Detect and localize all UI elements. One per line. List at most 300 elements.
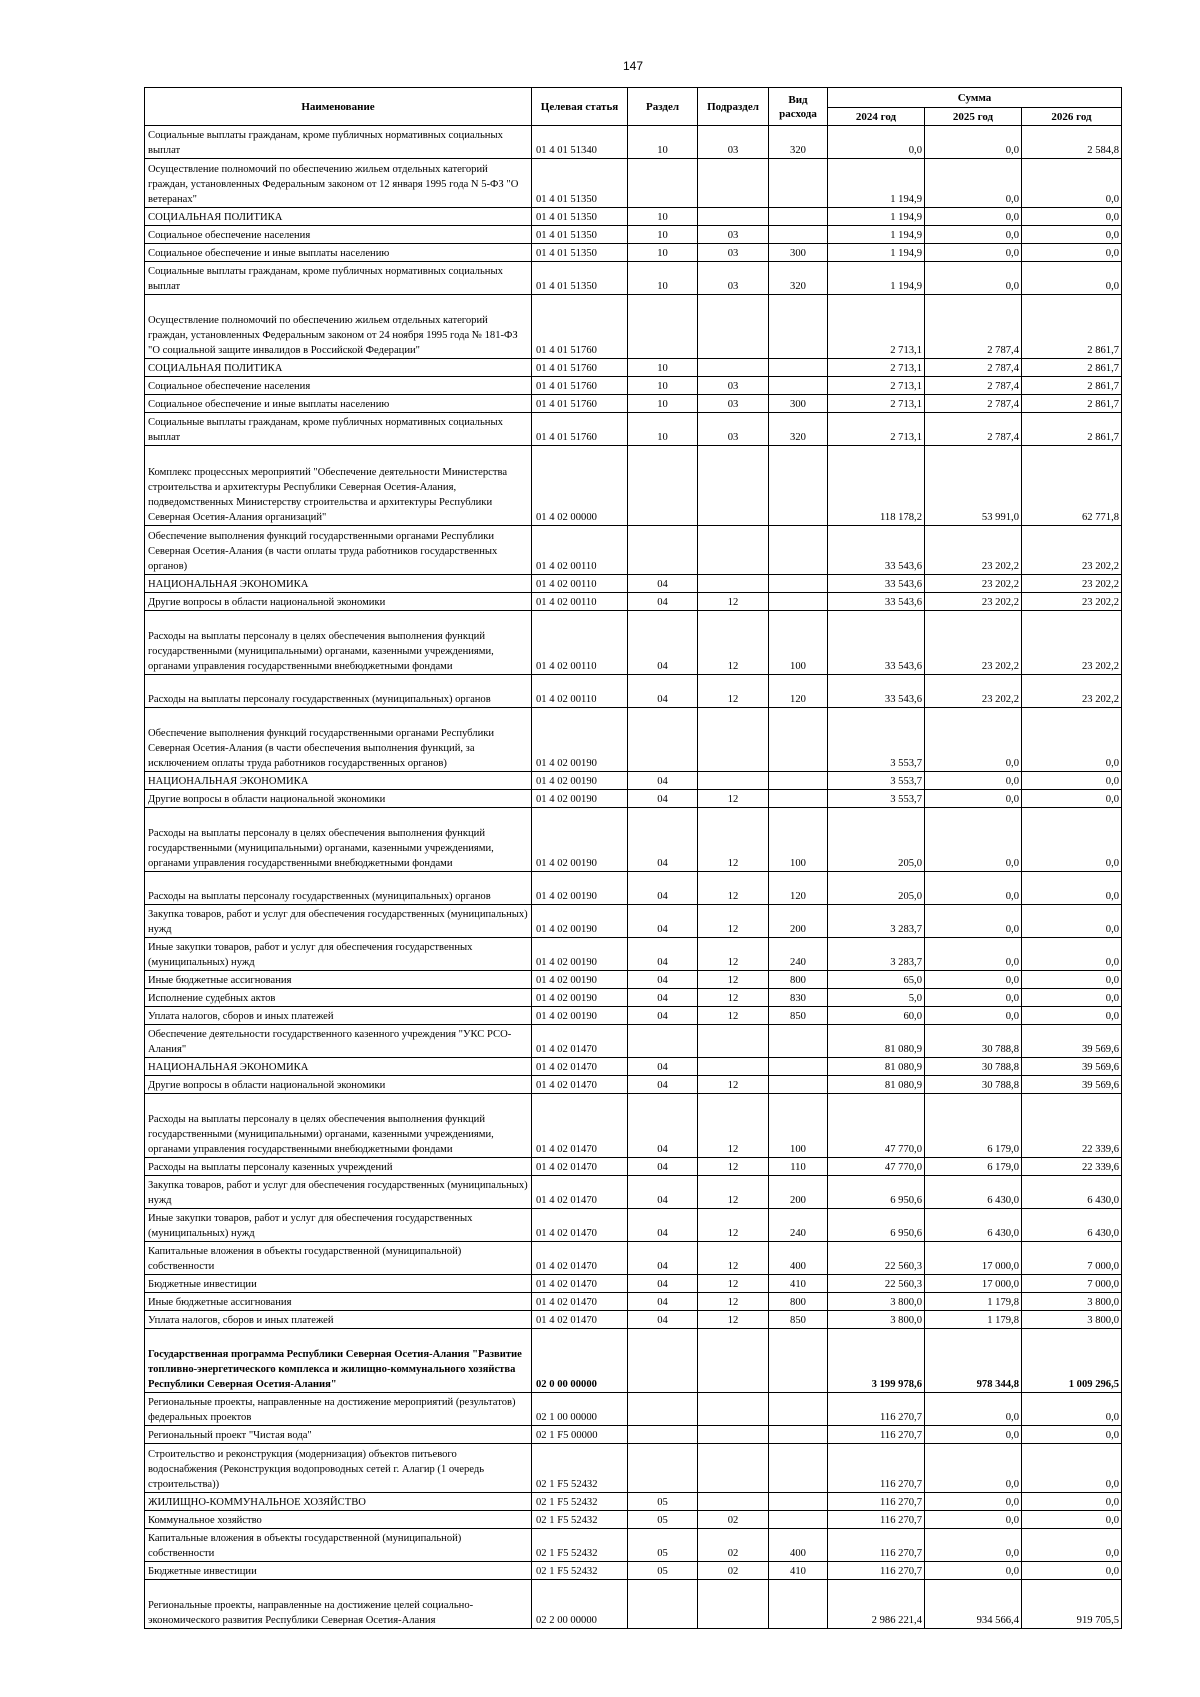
row-subsection: 03: [698, 244, 769, 262]
row-expense-type: [769, 1493, 828, 1511]
row-target-code: 01 4 02 01470: [532, 1058, 628, 1076]
row-sum-2024: 60,0: [828, 1007, 925, 1025]
row-target-code: 01 4 01 51760: [532, 295, 628, 359]
row-sum-2025: 6 179,0: [925, 1094, 1022, 1158]
row-subsection: 12: [698, 1176, 769, 1209]
row-section: 04: [628, 1311, 698, 1329]
row-name: Коммунальное хозяйство: [145, 1511, 532, 1529]
row-target-code: 01 4 02 00190: [532, 905, 628, 938]
table-row: [145, 971, 1122, 989]
row-name: Обеспечение деятельности государственного казенного учреждения "УКС РСО-Алания": [145, 1025, 532, 1058]
row-sum-2025: 53 991,0: [925, 446, 1022, 526]
row-sum-2025: 17 000,0: [925, 1242, 1022, 1275]
row-section: 05: [628, 1511, 698, 1529]
header-section: Раздел: [628, 88, 698, 126]
row-sum-2024: 205,0: [828, 808, 925, 872]
row-sum-2024: 2 713,1: [828, 413, 925, 446]
row-expense-type: 200: [769, 905, 828, 938]
row-target-code: 01 4 01 51340: [532, 126, 628, 159]
table-row: [145, 1393, 1122, 1426]
row-subsection: 02: [698, 1529, 769, 1562]
row-expense-type: 100: [769, 808, 828, 872]
row-expense-type: 240: [769, 938, 828, 971]
table-row: [145, 593, 1122, 611]
row-subsection: 12: [698, 1275, 769, 1293]
row-sum-2026: 39 569,6: [1022, 1058, 1122, 1076]
row-section: 04: [628, 905, 698, 938]
table-row: [145, 989, 1122, 1007]
table-row: [145, 772, 1122, 790]
row-section: 04: [628, 1242, 698, 1275]
header-subsection: Подраздел: [698, 88, 769, 126]
row-sum-2026: 2 861,7: [1022, 295, 1122, 359]
row-target-code: 01 4 02 00190: [532, 790, 628, 808]
row-target-code: 01 4 02 00190: [532, 989, 628, 1007]
row-sum-2025: 30 788,8: [925, 1076, 1022, 1094]
row-target-code: 01 4 02 01470: [532, 1025, 628, 1058]
table-row: [145, 377, 1122, 395]
row-name: Региональные проекты, направленные на достижение мероприятий (результатов) федеральных проектов: [145, 1393, 532, 1426]
row-subsection: [698, 708, 769, 772]
row-subsection: 12: [698, 1094, 769, 1158]
row-section: 04: [628, 938, 698, 971]
row-target-code: 01 4 02 00000: [532, 446, 628, 526]
row-sum-2026: 2 584,8: [1022, 126, 1122, 159]
row-subsection: 12: [698, 905, 769, 938]
row-target-code: 01 4 01 51350: [532, 226, 628, 244]
row-expense-type: [769, 208, 828, 226]
table-row: [145, 1426, 1122, 1444]
row-target-code: 02 1 00 00000: [532, 1393, 628, 1426]
row-sum-2024: 2 713,1: [828, 377, 925, 395]
row-section: 10: [628, 262, 698, 295]
row-expense-type: 320: [769, 413, 828, 446]
row-sum-2025: 30 788,8: [925, 1025, 1022, 1058]
row-expense-type: [769, 295, 828, 359]
row-name: Комплекс процессных мероприятий "Обеспечение деятельности Министерства строительства и архитектуры Республики Северная Осетия-Алания, подведомственных Министерству строительства и архитектуры Республики Северная Осетия-Алания организаций": [145, 446, 532, 526]
row-sum-2024: 2 713,1: [828, 295, 925, 359]
row-name: Бюджетные инвестиции: [145, 1275, 532, 1293]
row-name: Закупка товаров, работ и услуг для обеспечения государственных (муниципальных) нужд: [145, 905, 532, 938]
row-expense-type: 320: [769, 126, 828, 159]
row-section: 04: [628, 575, 698, 593]
table-row: [145, 1076, 1122, 1094]
row-section: 04: [628, 772, 698, 790]
row-sum-2025: 2 787,4: [925, 413, 1022, 446]
row-sum-2024: 1 194,9: [828, 226, 925, 244]
row-expense-type: [769, 1025, 828, 1058]
row-sum-2026: 0,0: [1022, 1562, 1122, 1580]
header-2024: 2024 год: [828, 108, 925, 126]
row-target-code: 01 4 02 01470: [532, 1158, 628, 1176]
row-sum-2024: 1 194,9: [828, 159, 925, 208]
row-name: Государственная программа Республики Северная Осетия-Алания "Развитие топливно-энергетического комплекса и жилищно-коммунального хозяйства Республики Северная Осетия-Алания": [145, 1329, 532, 1393]
row-sum-2024: 33 543,6: [828, 611, 925, 675]
row-section: 10: [628, 208, 698, 226]
row-sum-2024: 3 283,7: [828, 905, 925, 938]
row-section: [628, 446, 698, 526]
row-sum-2026: 0,0: [1022, 1426, 1122, 1444]
row-subsection: [698, 359, 769, 377]
row-sum-2025: 1 179,8: [925, 1293, 1022, 1311]
row-target-code: 01 4 02 00190: [532, 708, 628, 772]
row-target-code: 02 1 F5 52432: [532, 1444, 628, 1493]
row-target-code: 01 4 02 00110: [532, 611, 628, 675]
row-target-code: 01 4 02 01470: [532, 1311, 628, 1329]
row-section: [628, 1025, 698, 1058]
table-row: [145, 611, 1122, 675]
row-subsection: [698, 1393, 769, 1426]
row-sum-2026: 22 339,6: [1022, 1158, 1122, 1176]
row-section: 04: [628, 790, 698, 808]
row-name: Региональный проект "Чистая вода": [145, 1426, 532, 1444]
row-expense-type: [769, 593, 828, 611]
row-sum-2025: 0,0: [925, 208, 1022, 226]
row-sum-2024: 2 713,1: [828, 395, 925, 413]
row-section: 05: [628, 1562, 698, 1580]
row-subsection: [698, 526, 769, 575]
row-section: 05: [628, 1529, 698, 1562]
row-subsection: [698, 1580, 769, 1629]
row-subsection: 12: [698, 1076, 769, 1094]
row-target-code: 02 0 00 00000: [532, 1329, 628, 1393]
row-section: [628, 708, 698, 772]
row-subsection: 12: [698, 1209, 769, 1242]
table-row: [145, 1529, 1122, 1562]
row-section: 04: [628, 593, 698, 611]
table-row: [145, 1007, 1122, 1025]
row-target-code: 01 4 02 01470: [532, 1094, 628, 1158]
row-section: 04: [628, 1094, 698, 1158]
header-name: Наименование: [145, 88, 532, 126]
row-target-code: 01 4 02 01470: [532, 1242, 628, 1275]
row-name: Осуществление полномочий по обеспечению жильем отдельных категорий граждан, установленных Федеральным законом от 24 ноября 1995 года № 181-ФЗ "О социальной защите инвалидов в Российской Федерации": [145, 295, 532, 359]
table-row: [145, 1176, 1122, 1209]
row-subsection: 12: [698, 790, 769, 808]
row-sum-2024: 3 199 978,6: [828, 1329, 925, 1393]
row-sum-2025: 0,0: [925, 989, 1022, 1007]
row-expense-type: 100: [769, 1094, 828, 1158]
row-sum-2025: 6 179,0: [925, 1158, 1022, 1176]
row-sum-2024: 5,0: [828, 989, 925, 1007]
row-subsection: 12: [698, 989, 769, 1007]
row-target-code: 01 4 02 00110: [532, 526, 628, 575]
header-2025: 2025 год: [925, 108, 1022, 126]
row-section: 04: [628, 1007, 698, 1025]
row-sum-2026: 0,0: [1022, 1493, 1122, 1511]
row-sum-2025: 6 430,0: [925, 1209, 1022, 1242]
row-sum-2025: 0,0: [925, 244, 1022, 262]
row-name: Расходы на выплаты персоналу в целях обеспечения выполнения функций государственными (муниципальными) органами, казенными учреждениями, органами управления государственными внебюджетными фондами: [145, 1094, 532, 1158]
row-expense-type: [769, 1426, 828, 1444]
budget-table: [144, 87, 1122, 1629]
row-subsection: 12: [698, 938, 769, 971]
row-expense-type: 850: [769, 1311, 828, 1329]
row-expense-type: [769, 1329, 828, 1393]
row-sum-2024: 1 194,9: [828, 244, 925, 262]
row-sum-2025: 0,0: [925, 1444, 1022, 1493]
table-row: [145, 226, 1122, 244]
row-sum-2025: 0,0: [925, 226, 1022, 244]
row-sum-2025: 0,0: [925, 790, 1022, 808]
row-sum-2024: 81 080,9: [828, 1058, 925, 1076]
row-name: Уплата налогов, сборов и иных платежей: [145, 1311, 532, 1329]
row-name: Социальные выплаты гражданам, кроме публичных нормативных социальных выплат: [145, 126, 532, 159]
table-row: [145, 1293, 1122, 1311]
row-target-code: 01 4 02 01470: [532, 1209, 628, 1242]
row-sum-2025: 0,0: [925, 938, 1022, 971]
row-sum-2025: 23 202,2: [925, 575, 1022, 593]
row-sum-2026: 23 202,2: [1022, 575, 1122, 593]
row-subsection: [698, 1426, 769, 1444]
row-sum-2026: 62 771,8: [1022, 446, 1122, 526]
row-section: 10: [628, 244, 698, 262]
table-row: [145, 1058, 1122, 1076]
row-section: 04: [628, 1293, 698, 1311]
table-row: [145, 1562, 1122, 1580]
row-section: [628, 1580, 698, 1629]
row-sum-2026: 6 430,0: [1022, 1209, 1122, 1242]
row-target-code: 01 4 02 00110: [532, 675, 628, 708]
row-section: 04: [628, 1176, 698, 1209]
row-section: 04: [628, 1158, 698, 1176]
row-sum-2025: 0,0: [925, 772, 1022, 790]
row-section: [628, 1444, 698, 1493]
table-row: [145, 1511, 1122, 1529]
row-expense-type: 320: [769, 262, 828, 295]
row-target-code: 01 4 02 01470: [532, 1076, 628, 1094]
row-expense-type: 800: [769, 1293, 828, 1311]
row-name: Расходы на выплаты персоналу в целях обеспечения выполнения функций государственными (муниципальными) органами, казенными учреждениями, органами управления государственными внебюджетными фондами: [145, 808, 532, 872]
row-name: Обеспечение выполнения функций государственными органами Республики Северная Осетия-Алания (в части оплаты труда работников государственных органов): [145, 526, 532, 575]
row-sum-2025: 934 566,4: [925, 1580, 1022, 1629]
table-row: [145, 126, 1122, 159]
header-sum: Сумма: [828, 88, 1122, 108]
row-section: 04: [628, 1076, 698, 1094]
row-target-code: 01 4 01 51350: [532, 159, 628, 208]
row-sum-2026: 0,0: [1022, 1393, 1122, 1426]
row-expense-type: [769, 772, 828, 790]
row-subsection: 03: [698, 413, 769, 446]
row-expense-type: [769, 446, 828, 526]
row-sum-2024: 6 950,6: [828, 1209, 925, 1242]
row-name: Бюджетные инвестиции: [145, 1562, 532, 1580]
row-sum-2025: 23 202,2: [925, 526, 1022, 575]
row-expense-type: 300: [769, 244, 828, 262]
row-sum-2024: 116 270,7: [828, 1444, 925, 1493]
row-subsection: [698, 1444, 769, 1493]
row-subsection: 12: [698, 1007, 769, 1025]
row-sum-2025: 0,0: [925, 872, 1022, 905]
row-sum-2024: 65,0: [828, 971, 925, 989]
table-row: [145, 413, 1122, 446]
row-subsection: [698, 1329, 769, 1393]
row-section: 04: [628, 1058, 698, 1076]
row-expense-type: [769, 377, 828, 395]
row-sum-2025: 0,0: [925, 1493, 1022, 1511]
row-sum-2026: 0,0: [1022, 905, 1122, 938]
row-expense-type: 410: [769, 1562, 828, 1580]
row-sum-2026: 2 861,7: [1022, 413, 1122, 446]
row-section: 04: [628, 675, 698, 708]
row-sum-2025: 0,0: [925, 708, 1022, 772]
row-name: Региональные проекты, направленные на достижение целей социально-экономического развития Республики Северная Осетия-Алания: [145, 1580, 532, 1629]
row-subsection: [698, 295, 769, 359]
row-section: 10: [628, 395, 698, 413]
table-row: [145, 1580, 1122, 1629]
row-name: Расходы на выплаты персоналу в целях обеспечения выполнения функций государственными (муниципальными) органами, казенными учреждениями, органами управления государственными внебюджетными фондами: [145, 611, 532, 675]
row-expense-type: [769, 226, 828, 244]
row-sum-2026: 0,0: [1022, 971, 1122, 989]
table-row: [145, 1025, 1122, 1058]
row-name: Осуществление полномочий по обеспечению жильем отдельных категорий граждан, установленных Федеральным законом от 12 января 1995 года N 5-ФЗ "О ветеранах": [145, 159, 532, 208]
row-subsection: 02: [698, 1511, 769, 1529]
row-sum-2025: 0,0: [925, 1511, 1022, 1529]
row-expense-type: 100: [769, 611, 828, 675]
row-name: Капитальные вложения в объекты государственной (муниципальной) собственности: [145, 1242, 532, 1275]
table-row: [145, 526, 1122, 575]
row-expense-type: 110: [769, 1158, 828, 1176]
row-section: [628, 1393, 698, 1426]
row-sum-2024: 1 194,9: [828, 208, 925, 226]
row-subsection: 03: [698, 395, 769, 413]
row-sum-2026: 6 430,0: [1022, 1176, 1122, 1209]
row-expense-type: 410: [769, 1275, 828, 1293]
row-sum-2026: 23 202,2: [1022, 526, 1122, 575]
row-sum-2025: 23 202,2: [925, 593, 1022, 611]
row-expense-type: 300: [769, 395, 828, 413]
table-row: [145, 708, 1122, 772]
row-sum-2024: 47 770,0: [828, 1158, 925, 1176]
row-sum-2024: 1 194,9: [828, 262, 925, 295]
table-row: [145, 395, 1122, 413]
row-sum-2024: 2 713,1: [828, 359, 925, 377]
row-sum-2026: 0,0: [1022, 938, 1122, 971]
row-sum-2024: 33 543,6: [828, 575, 925, 593]
row-sum-2026: 0,0: [1022, 159, 1122, 208]
row-target-code: 01 4 02 00190: [532, 808, 628, 872]
row-target-code: 01 4 02 00110: [532, 575, 628, 593]
row-sum-2026: 0,0: [1022, 1511, 1122, 1529]
header-target: Целевая статья: [532, 88, 628, 126]
row-sum-2026: 2 861,7: [1022, 359, 1122, 377]
row-sum-2026: 0,0: [1022, 226, 1122, 244]
row-expense-type: 120: [769, 872, 828, 905]
row-subsection: 03: [698, 126, 769, 159]
row-sum-2024: 3 553,7: [828, 772, 925, 790]
row-sum-2024: 3 553,7: [828, 708, 925, 772]
row-section: [628, 1329, 698, 1393]
row-sum-2026: 0,0: [1022, 790, 1122, 808]
row-sum-2024: 116 270,7: [828, 1529, 925, 1562]
row-sum-2025: 2 787,4: [925, 395, 1022, 413]
row-target-code: 01 4 02 00190: [532, 1007, 628, 1025]
row-sum-2026: 1 009 296,5: [1022, 1329, 1122, 1393]
row-name: Социальное обеспечение населения: [145, 377, 532, 395]
page-number: 147: [622, 59, 644, 73]
row-section: 10: [628, 126, 698, 159]
table-row: [145, 1094, 1122, 1158]
table-row: [145, 675, 1122, 708]
row-name: Другие вопросы в области национальной экономики: [145, 790, 532, 808]
row-sum-2024: 33 543,6: [828, 593, 925, 611]
row-sum-2024: 3 283,7: [828, 938, 925, 971]
row-section: 05: [628, 1493, 698, 1511]
row-expense-type: [769, 526, 828, 575]
row-subsection: 12: [698, 611, 769, 675]
row-expense-type: [769, 1076, 828, 1094]
row-target-code: 01 4 01 51760: [532, 359, 628, 377]
row-subsection: [698, 1493, 769, 1511]
row-expense-type: 830: [769, 989, 828, 1007]
row-name: Другие вопросы в области национальной экономики: [145, 1076, 532, 1094]
row-section: [628, 295, 698, 359]
row-section: 04: [628, 1275, 698, 1293]
row-subsection: 03: [698, 262, 769, 295]
row-sum-2025: 23 202,2: [925, 675, 1022, 708]
row-sum-2024: 33 543,6: [828, 675, 925, 708]
row-sum-2026: 0,0: [1022, 1007, 1122, 1025]
row-target-code: 01 4 02 01470: [532, 1176, 628, 1209]
row-target-code: 01 4 01 51350: [532, 208, 628, 226]
row-target-code: 01 4 02 01470: [532, 1293, 628, 1311]
row-sum-2026: 39 569,6: [1022, 1025, 1122, 1058]
row-name: СОЦИАЛЬНАЯ ПОЛИТИКА: [145, 359, 532, 377]
row-expense-type: [769, 1444, 828, 1493]
row-sum-2025: 2 787,4: [925, 377, 1022, 395]
row-target-code: 01 4 02 00190: [532, 872, 628, 905]
row-expense-type: 850: [769, 1007, 828, 1025]
row-sum-2026: 0,0: [1022, 872, 1122, 905]
table-row: [145, 905, 1122, 938]
row-section: [628, 159, 698, 208]
row-subsection: 12: [698, 971, 769, 989]
row-name: НАЦИОНАЛЬНАЯ ЭКОНОМИКА: [145, 1058, 532, 1076]
row-sum-2024: 2 986 221,4: [828, 1580, 925, 1629]
row-expense-type: 200: [769, 1176, 828, 1209]
row-sum-2024: 116 270,7: [828, 1426, 925, 1444]
row-sum-2024: 81 080,9: [828, 1076, 925, 1094]
table-row: [145, 575, 1122, 593]
row-sum-2026: 0,0: [1022, 208, 1122, 226]
row-name: Социальные выплаты гражданам, кроме публичных нормативных социальных выплат: [145, 262, 532, 295]
row-sum-2025: 0,0: [925, 1393, 1022, 1426]
row-target-code: 02 2 00 00000: [532, 1580, 628, 1629]
table-row: [145, 1444, 1122, 1493]
row-target-code: 01 4 02 00190: [532, 971, 628, 989]
row-subsection: [698, 772, 769, 790]
table-row: [145, 1242, 1122, 1275]
row-sum-2024: 116 270,7: [828, 1493, 925, 1511]
row-sum-2024: 116 270,7: [828, 1562, 925, 1580]
row-expense-type: 400: [769, 1529, 828, 1562]
row-name: ЖИЛИЩНО-КОММУНАЛЬНОЕ ХОЗЯЙСТВО: [145, 1493, 532, 1511]
row-sum-2025: 2 787,4: [925, 359, 1022, 377]
table-row: [145, 159, 1122, 208]
row-sum-2025: 0,0: [925, 971, 1022, 989]
row-sum-2026: 0,0: [1022, 772, 1122, 790]
row-expense-type: 400: [769, 1242, 828, 1275]
row-section: 04: [628, 872, 698, 905]
row-section: 10: [628, 226, 698, 244]
row-sum-2024: 205,0: [828, 872, 925, 905]
header-type: Вид расхода: [769, 88, 828, 126]
row-target-code: 01 4 02 00190: [532, 772, 628, 790]
row-sum-2025: 0,0: [925, 126, 1022, 159]
row-sum-2025: 0,0: [925, 808, 1022, 872]
row-name: НАЦИОНАЛЬНАЯ ЭКОНОМИКА: [145, 575, 532, 593]
row-sum-2026: 22 339,6: [1022, 1094, 1122, 1158]
